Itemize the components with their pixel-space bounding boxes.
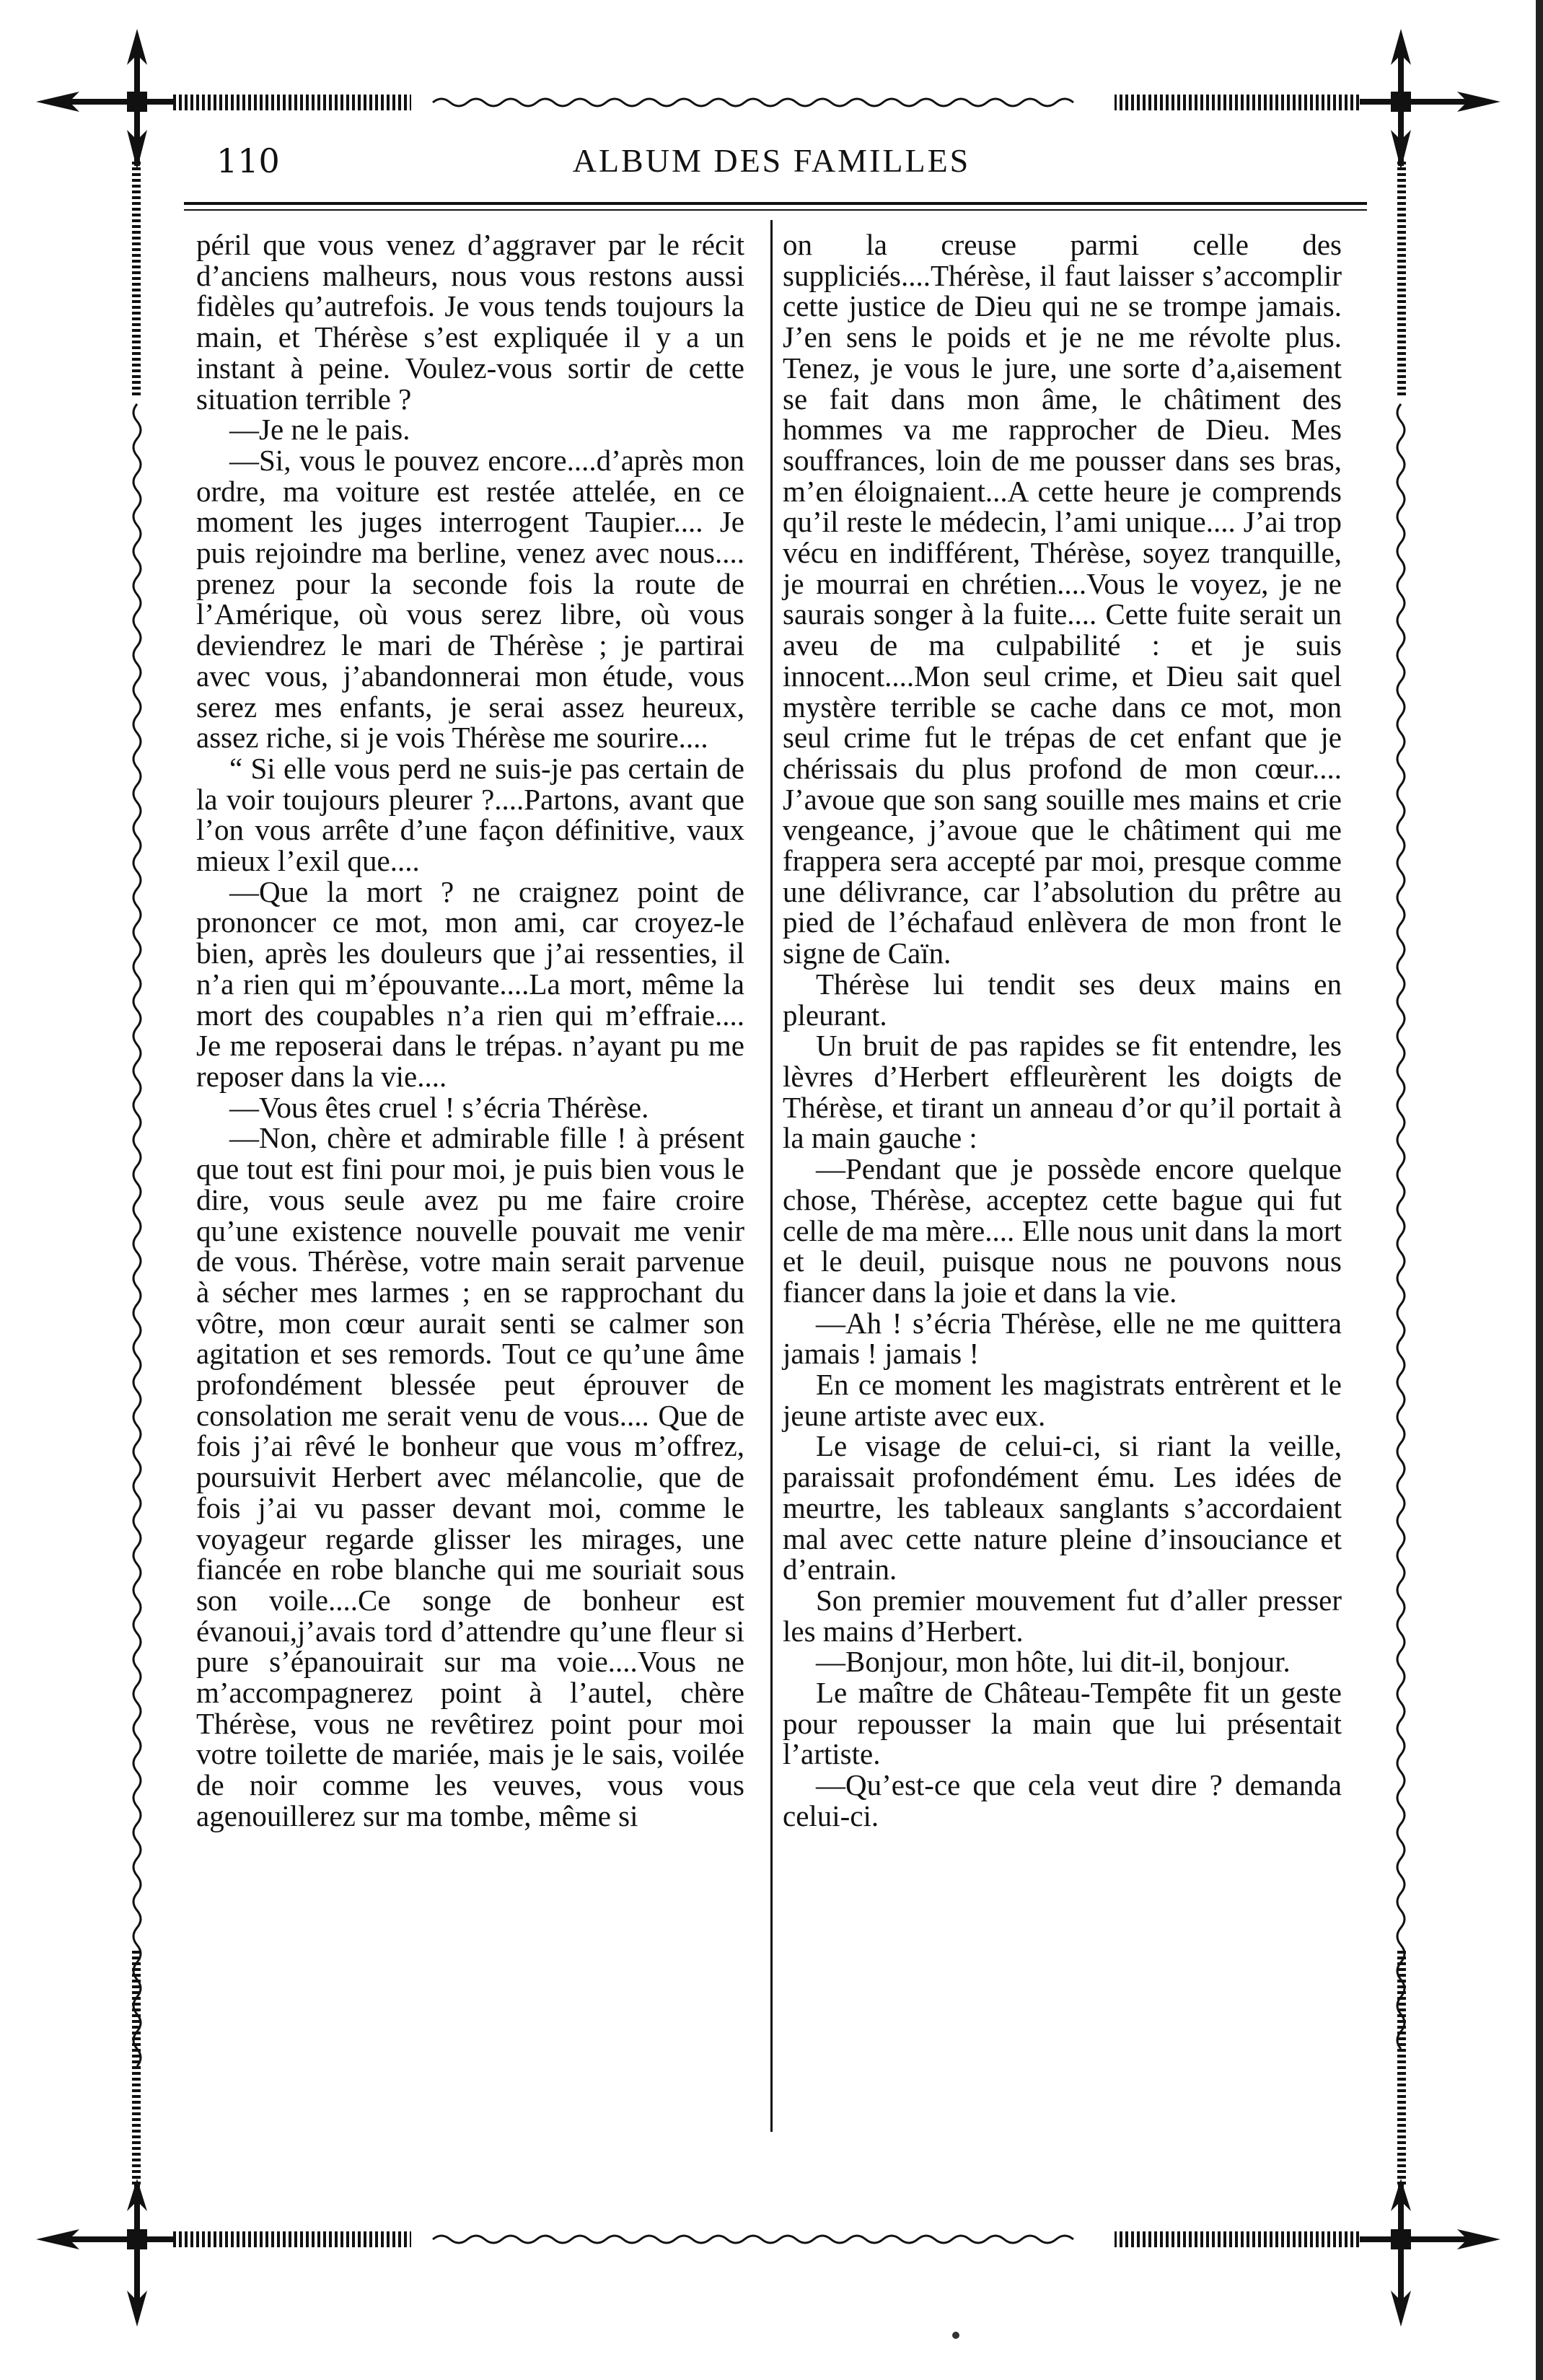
paragraph: —Vous êtes cruel ! s’écria Thérèse. [229,1090,649,1124]
paragraph: —Pendant que je possède encore quelque chose, Thérèse, acceptez cette bague qui fut celle de ma mère.... Elle nous unit dans la mort et le deuil, puisque nous ne pouvons nous fiancer dans la joie et dans la vie. [783,1152,1342,1309]
paragraph: —Je ne le pais. [229,413,410,447]
left-text-column [196,229,744,1832]
left-ornament-rule [132,159,141,2186]
paragraph: Le maître de Château-Tempête fit un geste pour repousser la main que lui présentait l’artiste. [783,1676,1342,1771]
print-speck [952,2332,959,2339]
paragraph: —Qu’est-ce que cela veut dire ? demanda celui-ci. [783,1768,1342,1832]
paragraph: —Bonjour, mon hôte, lui dit-il, bonjour. [816,1645,1291,1679]
paragraph: péril que vous venez d’aggraver par le récit d’anciens malheurs, nous vous restons aussi fidèles qu’autrefois. Je vous tends toujours la main, et Thérèse s’est expliquée il y a un instant à peine. Voulez-vous sortir de cette situation terrible ? [196,228,744,416]
column-divider [770,220,773,2132]
header-rule-thick [184,202,1367,205]
bottom-ornament-rule [173,2231,1360,2247]
paragraph: En ce moment les magistrats entrèrent et le jeune artiste avec eux. [783,1368,1342,1432]
header-rule-thin [184,209,1367,211]
right-text-column [783,229,1342,1832]
corner-ornament-bottom-left [36,2179,173,2327]
paragraph: —Non, chère et admirable fille ! à présent que tout est fini pour moi, je puis bien vous le dire, vous seule avez pu me faire croire qu’une existence nouvelle pouvait me venir de vous. Thérèse, votre main serait parvenue à sécher mes larmes ; en se rapprochant du vôtre, mon cœur aurait senti se calmer son agitation et ses remords. Tout ce qu’une âme profondément blessée peut éprouver de consolation me serait venu de vous.... Que de fois j’ai rêvé le bonheur que vous m’offrez, poursuivit Herbert avec mélancolie, que de fois j’ai vu passer devant moi, comme le voyageur regarde glisser les mirages, une fiancée en robe blanche qui me souriait sous son voile....Ce songe de bonheur est évanoui,j’avais tord d’attendre qu’une fleur si pure s’épanouirait sur ma voie....Vous ne m’accompagnerez point à l’autel, chère Thérèse, vous ne revêtirez point pour moi votre toilette de mariée, mais je le sais, voilée de noir comme les veuves, vous vous agenouillerez sur ma tombe, même si [196,1121,744,1832]
paragraph: —Si, vous le pouvez encore....d’après mon ordre, ma voiture est restée attelée, en ce moment les juges interrogent Taupier.... Je puis rejoindre ma berline, venez avec nous.... prenez pour la seconde fois la route de l’Amérique, où vous serez libre, où vous deviendrez le mari de Thérèse ; je partirai avec vous, j’abandonnerai mon étude, vous serez mes enfants, je serai assez heureux, assez riche, si je vois Thérèse me sourire.... [196,443,744,755]
paragraph: Un bruit de pas rapides se fit entendre, les lèvres d’Herbert effleurèrent les doigts de Thérèse, et tirant un anneau d’or qu’il portait à la main gauche : [783,1029,1342,1155]
paragraph: —Ah ! s’écria Thérèse, elle ne me quittera jamais ! jamais ! [783,1306,1342,1371]
paragraph: “ Si elle vous perd ne suis-je pas certain de la voir toujours pleurer ?....Partons, avant que l’on vous arrête d’une façon définitive, vaux mieux l’exil que.... [196,751,744,878]
paragraph: —Que la mort ? ne craignez point de prononcer ce mot, mon ami, car croyez-le bien, après les douleurs que j’ai ressenties, il n’a rien qui m’épouvante....La mort, même la mort des coupables n’a rien qui m’effraie.... Je me reposerai dans le trépas. n’ayant pu me reposer dans la vie.... [196,874,744,1093]
running-title: ALBUM DES FAMILLES [572,142,971,179]
paragraph: Son premier mouvement fut d’aller presser les mains d’Herbert. [783,1583,1342,1648]
top-ornament-rule [173,95,1360,110]
paragraph: Thérèse lui tendit ses deux mains en pleurant. [783,967,1342,1032]
corner-ornament-bottom-right [1360,2179,1500,2327]
page-number: 110 [216,141,280,180]
paragraph: Le visage de celui-ci, si riant la veille, paraissait profondément ému. Les idées de meurtre, les tableaux sanglants s’accordaient mal avec cette nature pleine d’insouciance et d’entrain. [783,1429,1342,1586]
page-edge-shadow [1536,0,1543,2380]
paragraph: on la creuse parmi celle des suppliciés....Thérèse, il faut laisser s’accomplir cette justice de Dieu qui ne se trompe jamais. J’en sens le poids et je ne me révolte plus. Tenez, je vous le jure, une sorte d’a,aisement se fait dans mon âme, le châtiment des hommes va me rapprocher de Dieu. Mes souffrances, loin de me pousser dans ses bras, m’en éloignaient...A cette heure je comprends qu’il reste le médecin, l’ami unique.... J’ai trop vécu en indifférent, Thérèse, soyez tranquille, je mourrai en chrétien....Vous le voyez, je ne saurais songer à la fuite.... Cette fuite serait un aveu de ma culpabilité : et je suis innocent....Mon seul crime, et Dieu sait quel mystère terrible se cache dans ce mot, mon seul crime fut le trépas de cet enfant que je chérissais du plus profond de mon cœur.... J’avoue que son sang souille mes mains et crie vengeance, j’avoue que le châtiment qui me frappera sera accepté par moi, presque comme une délivrance, car l’absolution du prêtre au pied de l’échafaud enlèvera de mon front le signe de Caïn. [783,228,1342,970]
right-ornament-rule [1397,159,1406,2186]
